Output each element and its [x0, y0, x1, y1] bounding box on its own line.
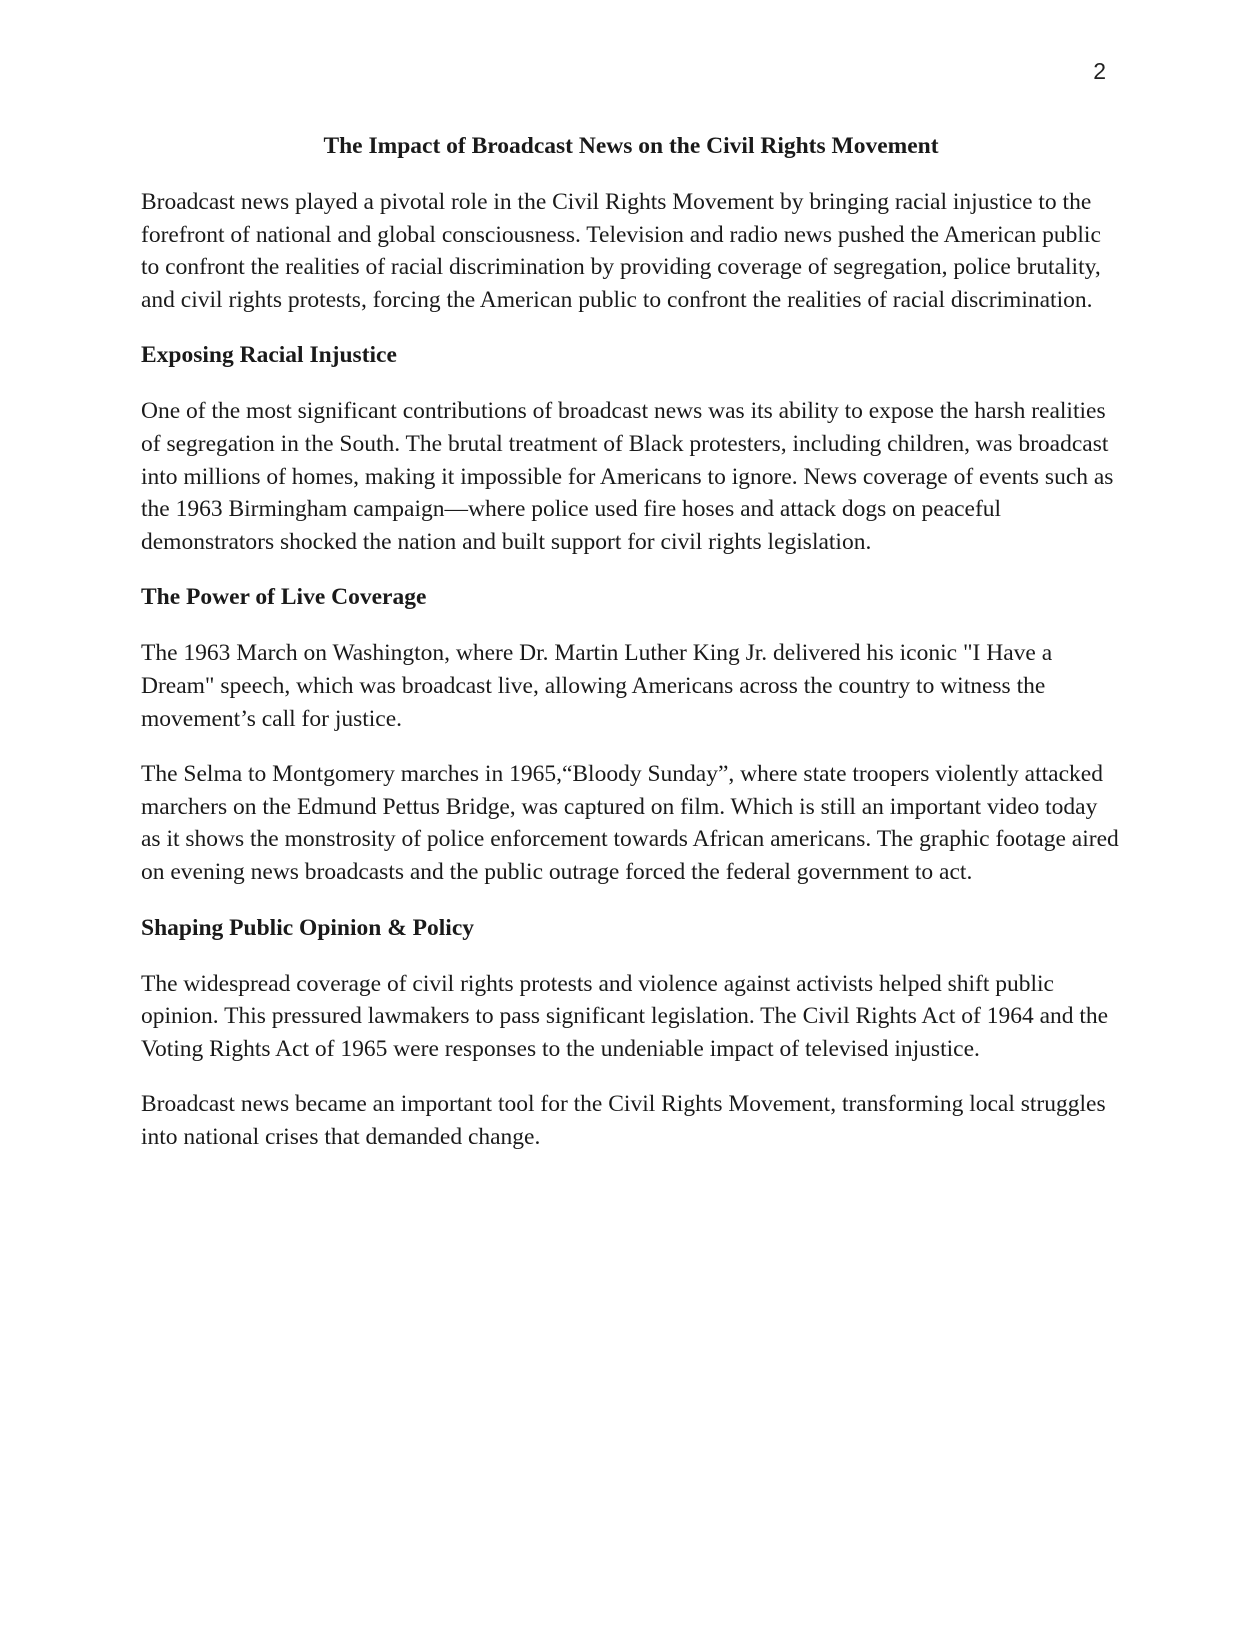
paragraph-selma-marches: The Selma to Montgomery marches in 1965,“Bloody Sunday”, where state troopers violently attacked marchers on the Edmund Pettus Bridge, was captured on film. Which is still an important video today as it shows the monstrosity of police enforcement towards African americans. The graphic footage aired on evening news broadcasts and the public outrage forced the federal government to act.: [141, 761, 1119, 885]
paragraph-conclusion: Broadcast news became an important tool for the Civil Rights Movement, transforming local struggles into national crises that demanded change.: [141, 1091, 1106, 1150]
section-heading-shaping-public-opinion: Shaping Public Opinion & Policy: [141, 914, 475, 941]
section-heading-exposing-racial-injustice: Exposing Racial Injustice: [141, 342, 397, 369]
page-number: 2: [1093, 58, 1106, 84]
intro-paragraph: Broadcast news played a pivotal role in the Civil Rights Movement by bringing racial injustice to the forefront of national and global consciousness. Television and radio news pushed the American public to confront the realities of racial discrimination by providing coverage of segregation, police brutality, and civil rights protests, forcing the American public to confront the realities of racial discrimination.: [141, 189, 1101, 313]
paragraph-exposing-racial-injustice: One of the most significant contributions of broadcast news was its ability to expose the harsh realities of segregation in the South. The brutal treatment of Black protesters, including children, was broadcast into millions of homes, making it impossible for Americans to ignore. News coverage of events such as the 1963 Birmingham campaign—where police used fire hoses and attack dogs on peaceful demonstrators shocked the nation and built support for civil rights legislation.: [141, 398, 1114, 555]
document-body: [141, 130, 1121, 1176]
document-title: The Impact of Broadcast News on the Civil Rights Movement: [323, 133, 939, 159]
paragraph-legislation: The widespread coverage of civil rights protests and violence against activists helped shift public opinion. This pressured lawmakers to pass significant legislation. The Civil Rights Act of 1964 and the Voting Rights Act of 1965 were responses to the undeniable impact of televised injustice.: [141, 970, 1109, 1062]
paragraph-march-on-washington: The 1963 March on Washington, where Dr. Martin Luther King Jr. delivered his iconic "I Have a Dream" speech, which was broadcast live, allowing Americans across the country to witness the movement’s call for justice.: [141, 640, 1053, 732]
section-heading-power-of-live-coverage: The Power of Live Coverage: [141, 584, 427, 611]
